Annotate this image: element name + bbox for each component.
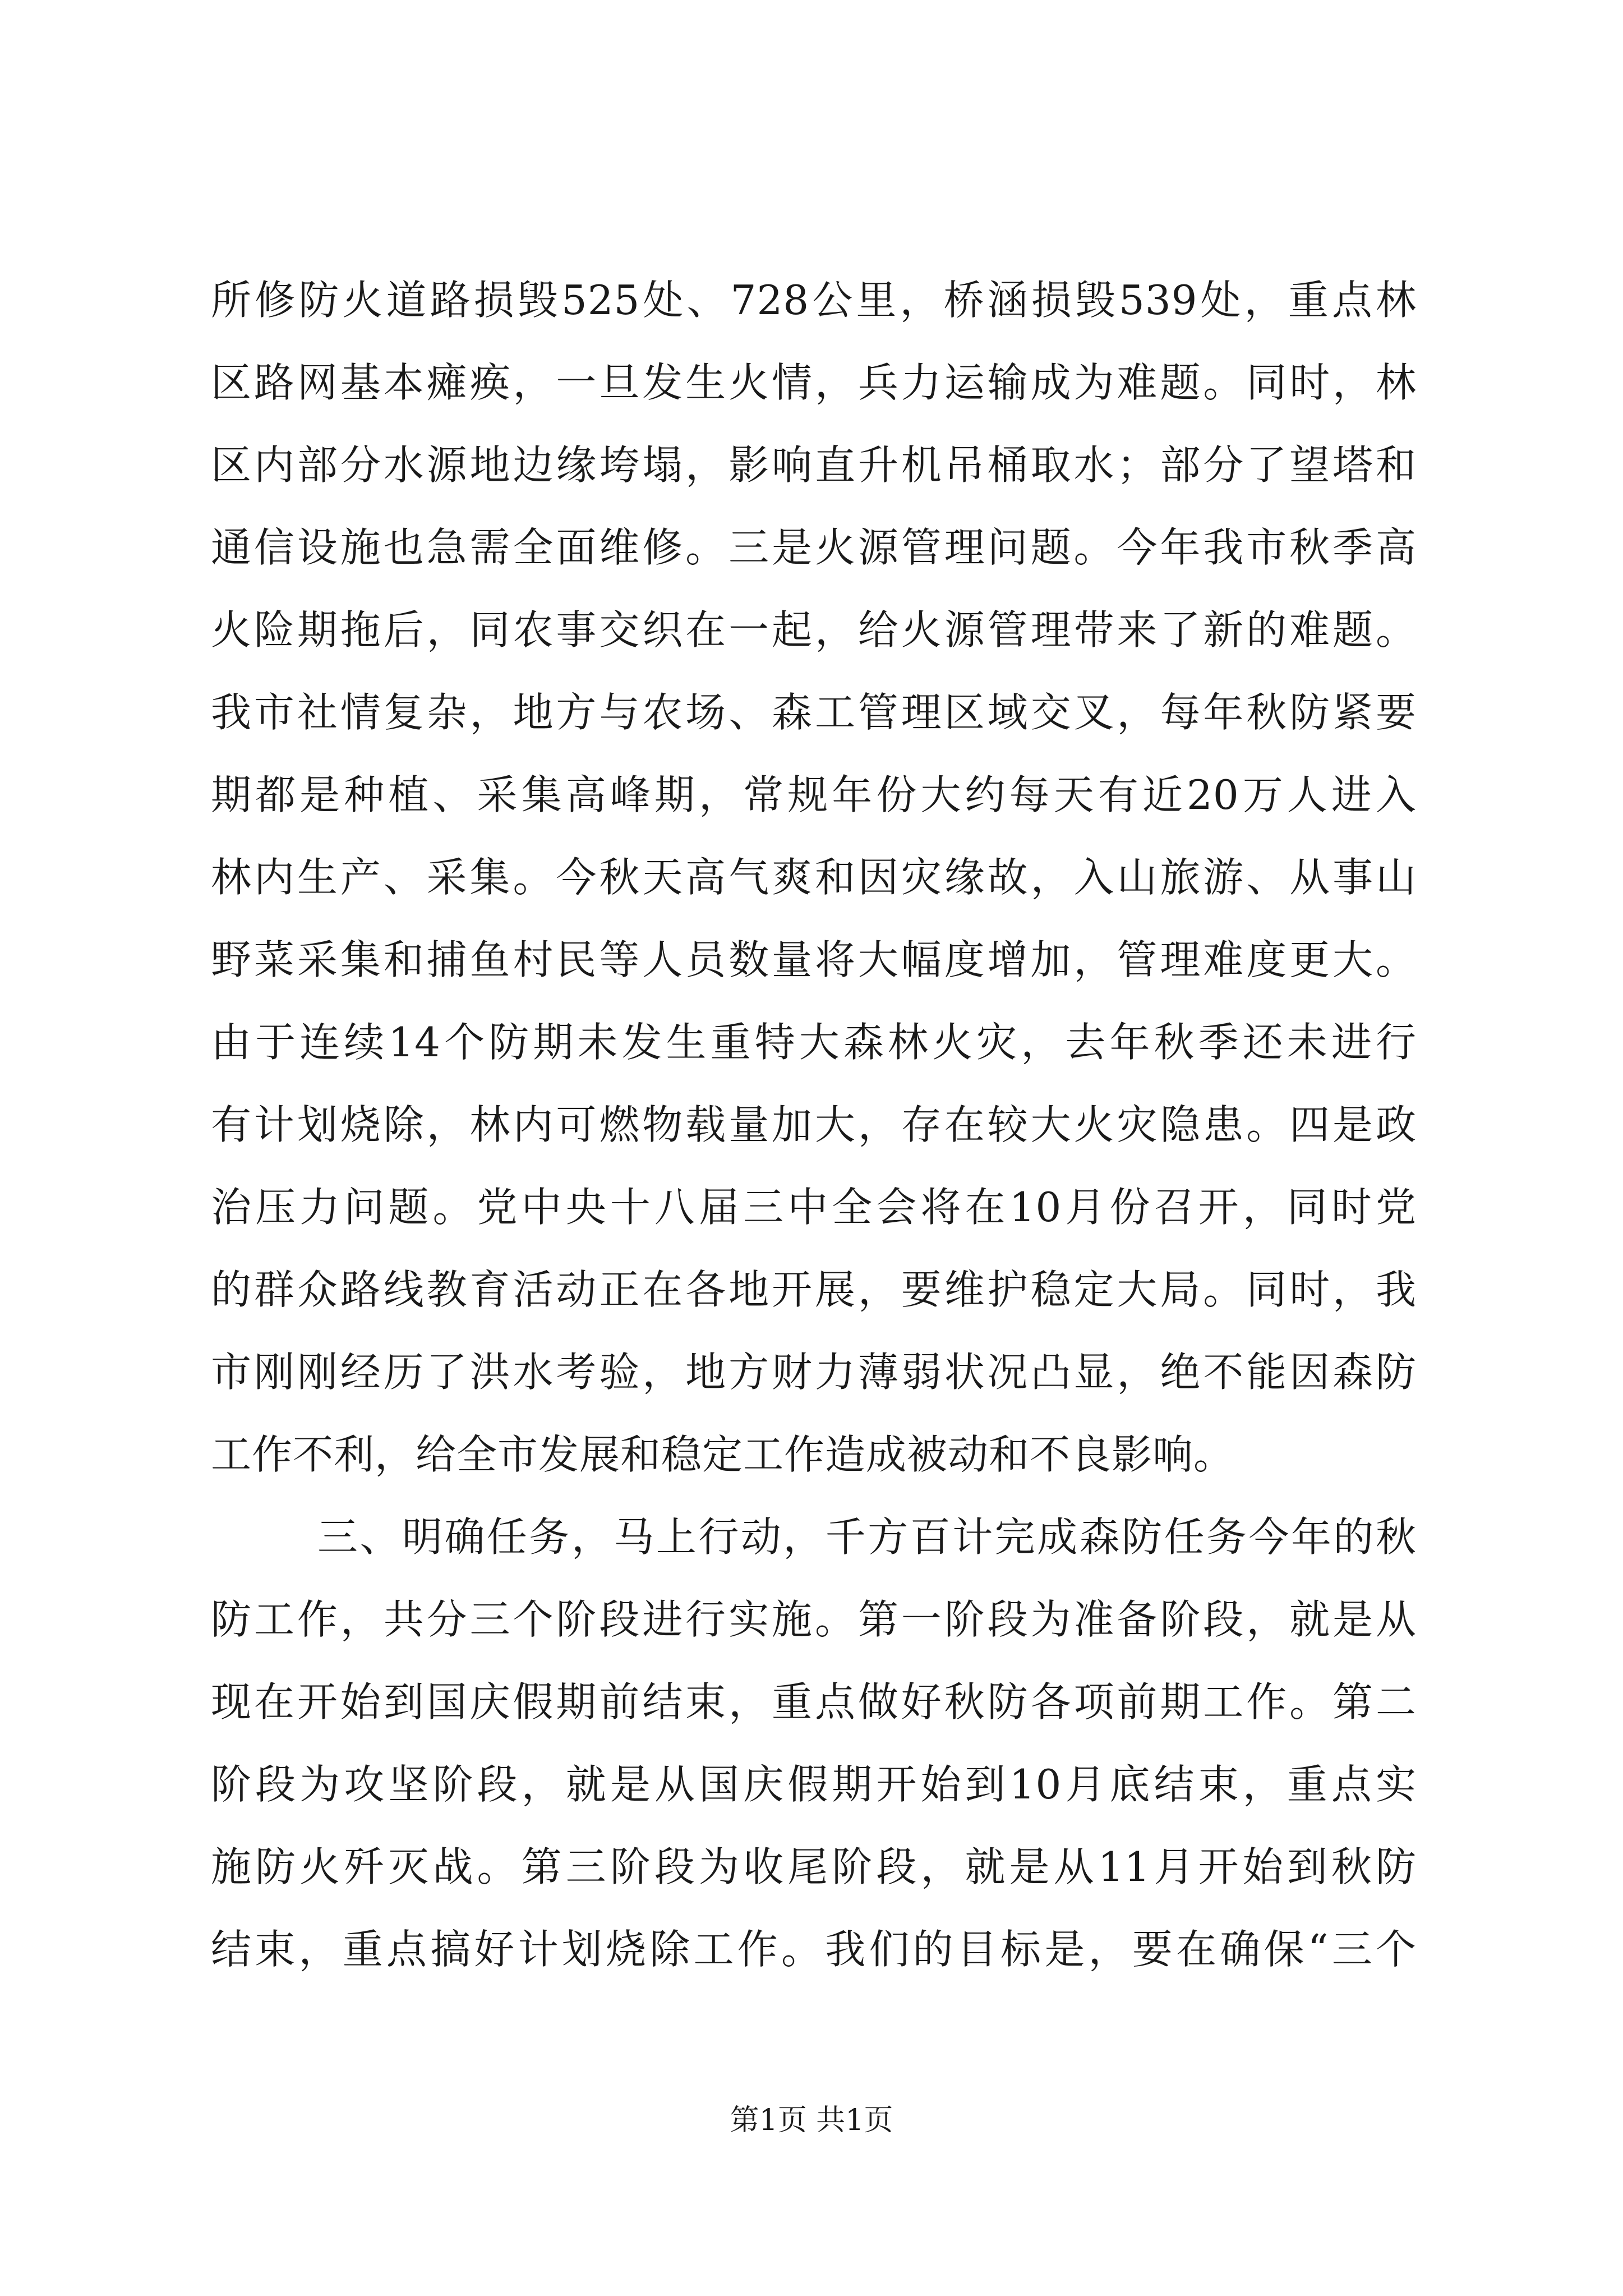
text-line: 施防火歼灭战。第三阶段为收尾阶段，就是从11月开始到秋防	[211, 1843, 1417, 1890]
text-line: 期都是种植、采集高峰期，常规年份大约每天有近20万人进入	[211, 771, 1417, 818]
text-line: 通信设施也急需全面维修。三是火源管理问题。今年我市秋季高	[211, 524, 1417, 571]
document-body	[211, 259, 1417, 1991]
text-line: 区内部分水源地边缘垮塌，影响直升机吊桶取水；部分了望塔和	[211, 441, 1417, 489]
text-line-paragraph-end: 工作不利，给全市发展和稳定工作造成被动和不良影响。	[211, 1431, 1235, 1478]
text-line: 野菜采集和捕鱼村民等人员数量将大幅度增加，管理难度更大。	[211, 936, 1417, 983]
text-line: 我市社情复杂，地方与农场、森工管理区域交叉，每年秋防紧要	[211, 689, 1417, 736]
text-line: 的群众路线教育活动正在各地开展，要维护稳定大局。同时，我	[211, 1266, 1417, 1313]
section-heading-line: 三、明确任务，马上行动，千方百计完成森防任务今年的秋	[317, 1513, 1417, 1561]
text-line: 现在开始到国庆假期前结束，重点做好秋防各项前期工作。第二	[211, 1678, 1417, 1726]
text-line: 阶段为攻坚阶段，就是从国庆假期开始到10月底结束，重点实	[211, 1761, 1417, 1808]
text-line: 防工作，共分三个阶段进行实施。第一阶段为准备阶段，就是从	[211, 1596, 1417, 1643]
text-line: 林内生产、采集。今秋天高气爽和因灾缘故，入山旅游、从事山	[211, 854, 1417, 901]
text-line: 火险期拖后，同农事交织在一起，给火源管理带来了新的难题。	[211, 606, 1417, 654]
page-number-footer: 第1页 共1页	[730, 2104, 893, 2137]
text-line: 所修防火道路损毁525处、728公里，桥涵损毁539处，重点林	[211, 277, 1417, 324]
text-line: 有计划烧除，林内可燃物载量加大，存在较大火灾隐患。四是政	[211, 1101, 1417, 1148]
text-line: 治压力问题。党中央十八届三中全会将在10月份召开，同时党	[211, 1184, 1417, 1231]
text-line: 由于连续14个防期未发生重特大森林火灾，去年秋季还未进行	[211, 1019, 1417, 1066]
text-line: 结束，重点搞好计划烧除工作。我们的目标是，要在确保“三个	[211, 1926, 1417, 1973]
text-line: 区路网基本瘫痪，一旦发生火情，兵力运输成为难题。同时，林	[211, 359, 1417, 406]
text-line: 市刚刚经历了洪水考验，地方财力薄弱状况凸显，绝不能因森防	[211, 1349, 1417, 1396]
